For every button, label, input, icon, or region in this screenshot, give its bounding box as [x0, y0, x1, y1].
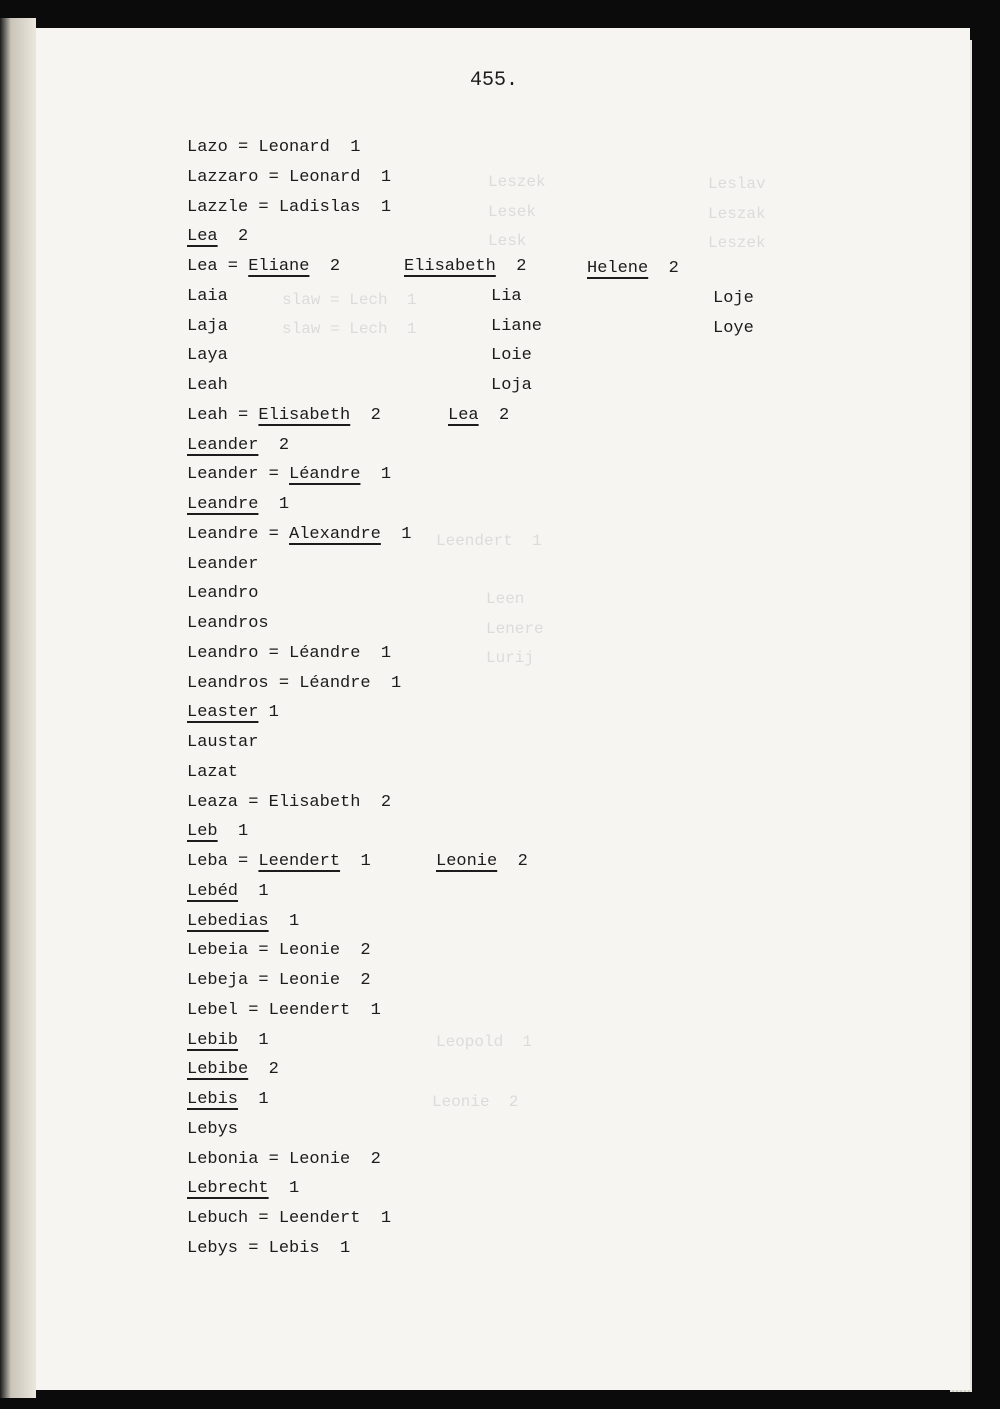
entry-text: Liane [491, 316, 543, 336]
underlined-name: Leandre [187, 495, 259, 514]
bleed-through-text: slaw = Lech 1 [282, 320, 417, 338]
entry-line-col2 [491, 288, 522, 305]
entry-text: 1 [258, 495, 290, 514]
underlined-name: Lebrecht [187, 1179, 269, 1199]
entry-text: Loye [713, 318, 754, 338]
entry-text: Loje [713, 288, 754, 308]
entry-text: Leaza = Elisabeth 2 [187, 792, 392, 812]
entry-line [187, 823, 248, 840]
entry-text: 1 [258, 703, 279, 723]
entry-text: 2 [478, 405, 510, 425]
entry-line [187, 853, 371, 870]
entry-text: Leandros [187, 614, 269, 633]
entry-text: Leandros = Léandre 1 [187, 673, 402, 693]
page-number: 455. [470, 69, 519, 92]
entry-line [187, 1061, 279, 1078]
entry-text: Lebeia = Leonie 2 [187, 941, 371, 961]
underlined-name: Lea [448, 405, 479, 425]
entry-text: Laya [187, 346, 228, 366]
underlined-name: Eliane [248, 257, 310, 276]
entry-line [187, 585, 258, 602]
underlined-name: Elisabeth [258, 405, 351, 425]
entry-text: Lea = [187, 257, 249, 276]
entry-text: 2 [350, 405, 381, 425]
underlined-name: Lebib [187, 1030, 239, 1050]
entry-line [187, 1002, 381, 1019]
entry-line [187, 377, 228, 394]
entry-line-col2 [404, 258, 526, 275]
entry-text: 1 [238, 881, 269, 901]
underlined-name: Léandre [289, 465, 361, 485]
entry-line [187, 942, 371, 959]
entry-line-col2 [436, 853, 528, 870]
entry-line [187, 972, 371, 989]
entry-text: Leonard [258, 138, 330, 157]
underlined-name: Helene [587, 259, 649, 278]
entry-text: 2 [497, 852, 528, 871]
entry-line-col3 [713, 290, 754, 307]
bleed-through-text: Leszek [488, 173, 546, 191]
entry-line [187, 734, 258, 751]
entry-line [187, 764, 238, 781]
entry-line [187, 258, 340, 275]
entry-line [187, 228, 248, 245]
entry-line-col2 [491, 377, 532, 394]
bleed-through-text: Lesk [488, 232, 527, 250]
entry-text: 1 [238, 1030, 269, 1050]
underlined-name: Lebis [187, 1090, 239, 1109]
bleed-through-text: Leonie 2 [432, 1093, 519, 1111]
entry-text: Leah = [187, 405, 259, 425]
entry-text: Lebuch = Leendert 1 [187, 1209, 392, 1228]
entry-text: 2 [258, 435, 290, 455]
entry-line [187, 704, 279, 721]
document-page [36, 28, 970, 1390]
bleed-through-text: Lenere [486, 620, 544, 638]
entry-text: Lebonia = Leonie 2 [187, 1149, 381, 1169]
bleed-through-text: Leendert 1 [436, 532, 542, 550]
bleed-through-text: Leopold 1 [436, 1033, 533, 1051]
underlined-name: Leaster [187, 703, 259, 723]
entry-line [187, 169, 391, 186]
entry-line-col2 [491, 347, 532, 364]
entry-line [187, 1121, 238, 1138]
entry-line [187, 407, 381, 424]
entry-line [187, 466, 391, 483]
entry-text: Leba = [187, 852, 259, 871]
entry-text: Laia [187, 286, 228, 306]
entry-text: 2 [648, 259, 679, 278]
entry-text: 2 [217, 227, 249, 247]
entry-line [187, 794, 391, 811]
underlined-name: Leb [187, 822, 218, 842]
bleed-through-text: Leszak [708, 205, 766, 223]
entry-text: Lia [491, 286, 522, 306]
entry-text: Laja [187, 316, 228, 336]
underlined-name: Alexandre [289, 524, 381, 544]
entry-text: 2 [495, 257, 527, 276]
entry-line [187, 1180, 299, 1197]
entry-text: Leah [187, 376, 228, 395]
bleed-through-text: Leslav [708, 175, 766, 193]
entry-line [187, 1240, 350, 1257]
entry-line [187, 288, 228, 305]
entry-text: 1 [329, 138, 361, 157]
bleed-through-text: Lurij [486, 649, 535, 667]
entry-line-col2 [491, 318, 542, 335]
entry-text: Lebys = Lebis 1 [187, 1238, 351, 1258]
bleed-through-text: slaw = Lech 1 [282, 291, 417, 309]
entry-line-col3 [713, 320, 754, 337]
underlined-name: Lebibe [187, 1060, 249, 1080]
entry-line [187, 526, 411, 543]
entry-line [187, 645, 391, 662]
entry-text: 1 [238, 1090, 269, 1109]
entry-text: Lazzaro = Leonard 1 [187, 167, 392, 187]
underlined-name: Leonie [436, 852, 498, 871]
entry-line [187, 556, 258, 573]
entry-text: 2 [248, 1060, 279, 1080]
entry-line [187, 1091, 269, 1108]
entry-text: Leandre = [187, 524, 290, 544]
entry-line [187, 1032, 269, 1049]
entry-text: 1 [268, 911, 300, 931]
entry-text: Leandro = Léandre 1 [187, 643, 392, 663]
entry-line [187, 318, 228, 335]
entry-line [187, 913, 299, 930]
underlined-name: Leander [187, 435, 259, 455]
entry-line-col3 [587, 260, 679, 277]
entry-text: Loja [491, 376, 532, 395]
entry-text: 1 [340, 852, 371, 871]
book-spine-shadow [0, 18, 36, 1398]
underlined-name: Leendert [258, 852, 341, 871]
entry-text: Lazzle = Ladislas 1 [187, 197, 392, 217]
entry-text: 1 [380, 524, 412, 544]
entry-line [187, 1151, 381, 1168]
entry-line [187, 437, 289, 454]
entry-text: 1 [217, 822, 249, 842]
underlined-name: Lebéd [187, 881, 239, 901]
entry-line [187, 615, 269, 632]
entry-line [187, 199, 391, 216]
entry-line [187, 139, 360, 156]
entry-line [187, 675, 401, 692]
entry-text: Leander [187, 554, 259, 574]
bleed-through-text: Leen [486, 590, 525, 608]
entry-line [187, 496, 289, 513]
entry-text: Lazat [187, 762, 239, 782]
entry-line-col2 [448, 407, 509, 424]
entry-text: Lebys [187, 1119, 239, 1139]
entry-text: Leander = [187, 465, 290, 485]
underlined-name: Lea [187, 227, 218, 247]
entry-line [187, 347, 228, 364]
entry-text: Loie [491, 346, 532, 366]
entry-text: 1 [268, 1179, 300, 1199]
entry-text: Lebeja = Leonie 2 [187, 971, 371, 990]
entry-text: Leandro [187, 584, 259, 604]
entry-text: Lazo = [187, 138, 259, 157]
bleed-through-text: Leszek [708, 234, 766, 252]
entry-text: Laustar [187, 733, 259, 752]
entry-line [187, 883, 269, 900]
underlined-name: Lebedias [187, 911, 269, 931]
entry-text: 1 [360, 465, 392, 485]
bleed-through-text: Lesek [488, 203, 537, 221]
entry-text: Lebel = Leendert 1 [187, 1000, 381, 1020]
entry-line [187, 1210, 391, 1227]
underlined-name: Elisabeth [404, 257, 496, 276]
entry-text: 2 [309, 257, 341, 276]
